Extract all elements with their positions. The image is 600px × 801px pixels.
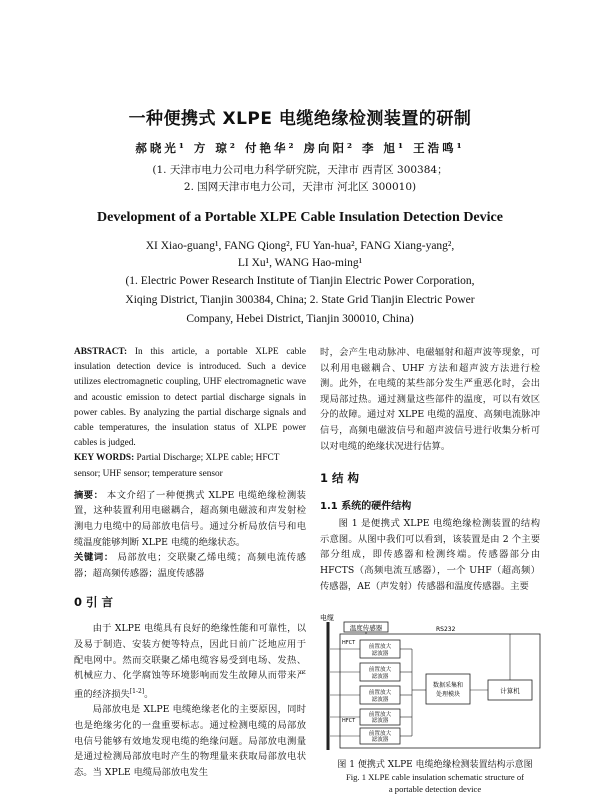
citation-ref: [1-2] <box>129 687 145 695</box>
amp-box-1-label: 前置放大 <box>368 644 392 650</box>
authors-en-line-2: LI Xu¹, WANG Hao-ming¹ <box>237 257 363 269</box>
daq-label: 数据采集和 <box>432 682 464 689</box>
svg-text:滤波器: 滤波器 <box>371 651 389 657</box>
affiliation-en-line-2: Xiqing District, Tianjin 300384, China; 2. State Grid Tianjin Electric Power <box>125 294 475 306</box>
keywords-en-label: KEY WORDS: <box>74 453 135 464</box>
svg-text:前置放大: 前置放大 <box>368 690 392 696</box>
section-0-paragraph-1: 由于 XLPE 电缆具有良好的绝缘性能和可靠性，以及易于制造、安装方便等特点，因此日前广泛地应用于配电网中。然而交联聚乙烯电缆容易受到电场、发热、机械应力、化学腐蚀等环境影响而发生故障从而带来严重的经济损失[1-2]。 <box>74 623 306 700</box>
pc-label: 计算机 <box>500 687 520 695</box>
section-0-paragraph-2: 局部放电是 XLPE 电缆绝缘老化的主要原因，同时也是绝缘劣化的一盘重要标志。通过检测电缆的局部放电信号能够有效地发现电缆的绝缘问题。局部放电测量是通过检测局部放电时产生的物理量来获取局部放电状态。当 XPLE 电缆局部放电发生 <box>74 704 306 778</box>
abstract-en <box>74 345 306 451</box>
hfct-label-2: HFCT <box>342 718 356 724</box>
rs232-label: RS232 <box>436 626 456 633</box>
section-1-paragraph-1: 图 1 是便携式 XLPE 电缆绝缘检测装置的结构示意图。从图中我们可以看到，该装置是由 2 个主要部分组成，即传感器和检测终端。传感器部分由 HFCTS（高频电流互感器），一个 UHF（超高频）传感器，AE（声发射）传感器和温度传感器。主要 <box>320 518 540 592</box>
keywords-cn-label: 关键词： <box>74 552 114 564</box>
affiliation-cn-line-2: 2. 国网天津市电力公司，天津市 河北区 300010) <box>183 181 417 193</box>
abstract-en-text: In this article, a portable XLPE cable insulation detection device is introduced. Such a device utilizes electromagnetic coupling, UHF electromagnetic wave and acoustic emission to detect partial discharge signals in power cables. By analyzing the partial discharge signals and cable temperatures, the insulation status of XLPE power cables is judged. <box>74 347 306 449</box>
hfct-label-1: HFCT <box>342 640 356 646</box>
authors-en-line-1: XI Xiao-guang¹, FANG Qiong², FU Yan-hua², FANG Xiang-yang², <box>145 240 455 252</box>
keywords-cn-text: 局部放电；交联聚乙烯电缆；高频电流传感器；超高频传感器；温度传感器 <box>74 552 306 579</box>
intro-continued-paragraph: 时，会产生电动脉冲、电磁辐射和超声波等现象，可以利用电磁耦合、UHF 方法和超声波方法进行检测。此外，在电缆的某些部分发生严重恶化时，会出现局部过热。通过测量这些部件的温度，可以有效区分的故障。通过对 XLPE 电缆的温度、高频电流脉冲信号，高频电磁波信号和超声波信号进行收集分析可以对电缆的绝缘状况进行估算。 <box>320 347 540 452</box>
abstract-en-label: ABSTRACT: <box>74 347 128 357</box>
paper-title-cn: 一种便携式 XLPE 电缆绝缘检测装置的研制 <box>128 109 472 129</box>
svg-text:前置放大: 前置放大 <box>368 731 392 737</box>
svg-text:滤波器: 滤波器 <box>371 697 389 703</box>
cable-label: 电缆 <box>320 614 334 622</box>
right-column <box>320 345 540 594</box>
svg-text:滤波器: 滤波器 <box>371 718 389 724</box>
section-0-heading: 0 引 言 <box>74 595 114 610</box>
amplifier-boxes <box>360 640 400 744</box>
abstract-cn-text: 本文介绍了一种便携式 XLPE 电缆绝缘检测装置，这种装置利用电磁耦合，超高频电磁波和声发射检测电力电缆中的局部放电信号。通过分析局放信号和电缆温度能够判断 XLPE 电缆的绝缘状态。 <box>74 489 306 548</box>
keywords-en-text: Partial Discharge; XLPE cable; HFCT sensor; UHF sensor; temperature sensor <box>74 453 280 479</box>
svg-text:滤波器: 滤波器 <box>371 737 389 743</box>
affiliation-cn-line-1: (1. 天津市电力公司电力科学研究院，天津市 西青区 300384； <box>152 164 448 176</box>
keywords-en <box>74 451 306 481</box>
figure-1-caption-en-line-1: Fig. 1 XLPE cable insulation schematic structure of <box>345 772 525 782</box>
affiliation-en-line-3: Company, Hebei District, Tianjin 300010, China) <box>186 313 414 325</box>
authors-cn: 郝晓光¹ 方 琼² 付艳华² 房向阳² 李 旭¹ 王浩鸣¹ <box>135 141 465 155</box>
abstract-cn-label: 摘要： <box>74 489 104 501</box>
section-1-1-heading: 1.1 系统的硬件结构 <box>320 501 412 513</box>
affiliation-en-line-1: (1. Electric Power Research Institute of Tianjin Electric Power Corporation, <box>125 275 475 287</box>
sensor-links <box>330 634 510 736</box>
svg-text:前置放大: 前置放大 <box>368 667 392 673</box>
section-1-heading: 1 结 构 <box>320 471 360 486</box>
figure-1-caption-en <box>320 771 550 795</box>
svg-text:滤波器: 滤波器 <box>371 674 389 680</box>
figure-1-caption-cn: 图 1 便携式 XLPE 电缆绝缘检测装置结构示意图 <box>337 760 533 770</box>
temp-sensor-label: 温度传感器 <box>349 624 383 632</box>
figure-1-caption-en-line-2: a portable detection device <box>388 784 482 794</box>
svg-text:前置放大: 前置放大 <box>368 712 392 718</box>
left-column <box>74 345 306 780</box>
abstract-cn <box>74 488 306 582</box>
daq-box <box>426 674 470 704</box>
paper-title-en: Development of a Portable XLPE Cable Insulation Detection Device <box>97 210 503 225</box>
figure-1-diagram <box>320 610 550 750</box>
svg-text:处理模块: 处理模块 <box>435 691 461 698</box>
